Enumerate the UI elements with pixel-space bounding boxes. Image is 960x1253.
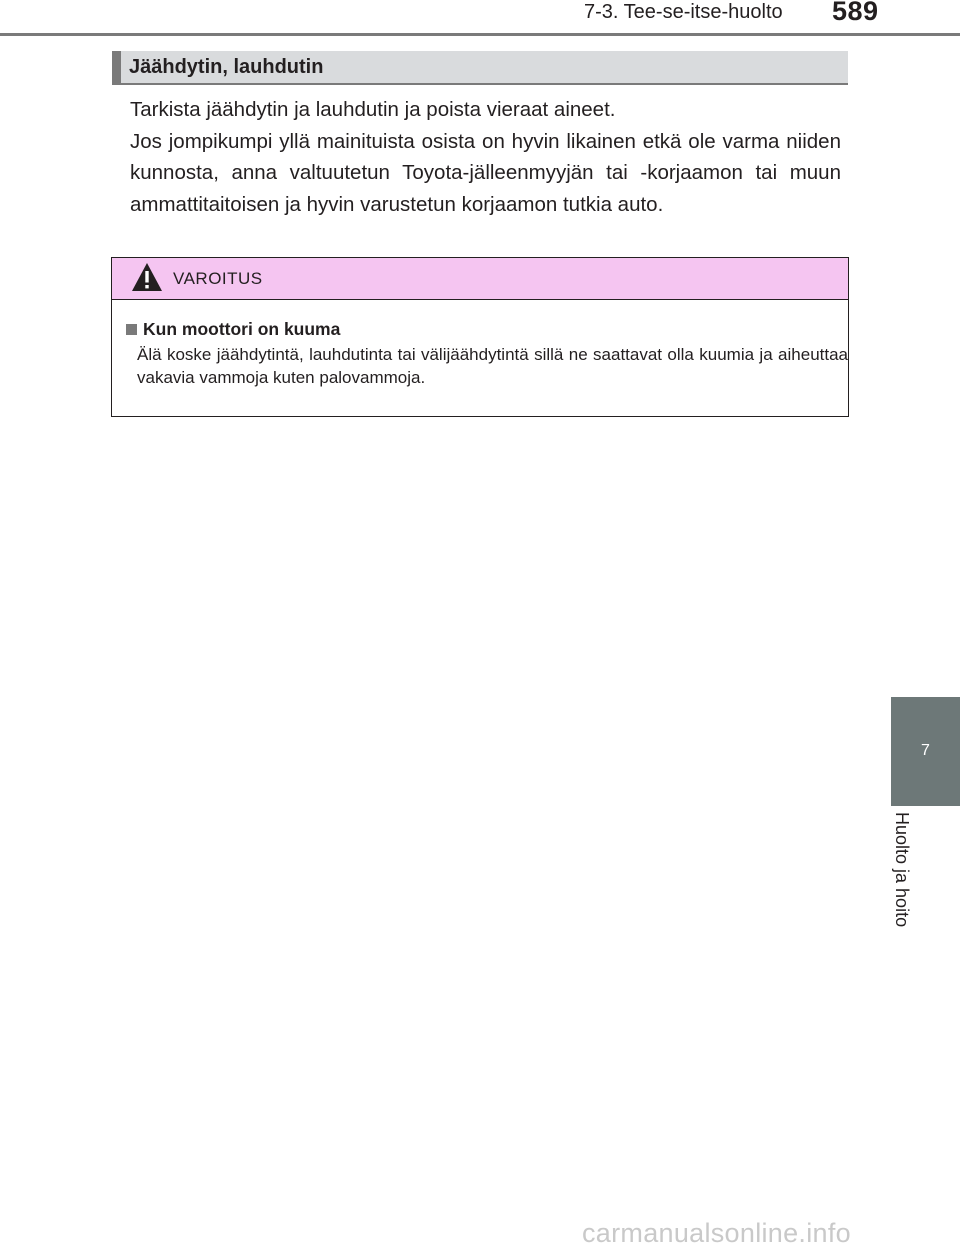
chapter-title-vertical [891, 812, 931, 952]
warning-triangle-icon [131, 262, 163, 292]
warning-item-title: Kun moottori on kuuma [143, 319, 341, 339]
page-number: 589 [832, 0, 879, 26]
body-text [130, 94, 841, 220]
chapter-title: Huolto ja hoito [892, 812, 912, 928]
warning-item-heading [126, 319, 340, 340]
section-title: Jäähdytin, lauhdutin [129, 56, 324, 78]
section-heading-bar [112, 51, 121, 83]
body-paragraph-1: Tarkista jäähdytin ja lauhdutin ja poista vieraat aineet. [130, 98, 616, 121]
warning-label: VAROITUS [173, 269, 263, 288]
body-paragraph-2: Jos jompikumpi yllä mainituista osista on hyvin likainen etkä ole varma niiden kunnosta, anna valtuutetun Toyota-jälleenmyyjän tai -korjaamon tai muun ammattitaitoisen ja hyvin varustetun korjaamon tutkia auto. [130, 129, 841, 216]
chapter-number: 7 [921, 742, 930, 759]
footer-watermark: carmanualsonline.info [582, 1218, 851, 1248]
warning-header [112, 258, 848, 300]
section-heading [112, 51, 848, 85]
chapter-tab [891, 697, 960, 806]
header-divider [0, 33, 960, 36]
square-bullet-icon [126, 324, 137, 335]
chapter-section-title: 7-3. Tee-se-itse-huolto [584, 1, 783, 23]
warning-box [111, 257, 849, 417]
warning-item-text: Älä koske jäähdytintä, lauhdutinta tai välijäähdytintä sillä ne saattavat olla kuumia ja aiheuttaa vakavia vammoja kuten palovammoja. [137, 345, 848, 387]
